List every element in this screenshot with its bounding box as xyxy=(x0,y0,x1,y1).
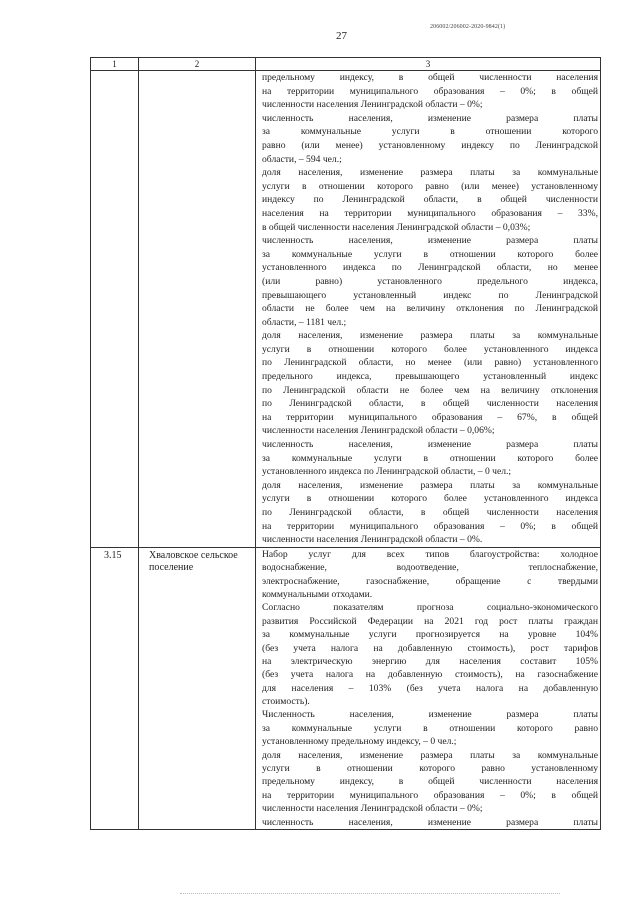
text-line: по Ленинградской области, но менее (или равно) установленного xyxy=(262,357,598,369)
text-line: равно (или менее) установленному индексу по Ленинградской xyxy=(262,139,598,151)
text-line: превышающего установленный индекс по Ленинградской xyxy=(262,289,598,301)
data-table xyxy=(90,57,601,830)
text-line: Численность населения, изменение размера платы xyxy=(262,709,598,721)
text-line: (без учета налога на добавленную стоимость), на газоснабжение xyxy=(262,669,598,681)
text-line: численности населения Ленинградской области – 0%. xyxy=(262,534,483,546)
table-header-row xyxy=(91,58,601,71)
text-line: численность населения, изменение размера платы xyxy=(262,112,598,124)
description-lines xyxy=(262,71,598,547)
settlement-name: Хваловское сельское поселение xyxy=(139,547,256,829)
row-number: 3.15 xyxy=(91,547,139,829)
text-line: на территории муниципального образования – 0%; в общей xyxy=(262,520,598,532)
text-line: электроснабжение, газоснабжение, обращение с твердыми xyxy=(262,575,598,587)
text-line: услуги в отношении которого более установленного индекса xyxy=(262,493,598,505)
text-line: численность населения, изменение размера платы xyxy=(262,235,598,247)
text-line: области, – 1181 чел.; xyxy=(262,316,347,328)
text-line: Согласно показателям прогноза социально-экономического xyxy=(262,602,598,614)
text-line: доля населения, изменение размера платы за коммунальные xyxy=(262,479,598,491)
settlement-name xyxy=(139,71,256,548)
text-line: численность населения, изменение размера платы xyxy=(262,439,598,451)
text-line: численности населения Ленинградской области – 0%; xyxy=(262,99,483,111)
description-cell xyxy=(256,71,601,548)
text-line: численности населения Ленинградской области – 0%; xyxy=(262,803,483,815)
text-line: услуги в отношении которого равно установленному xyxy=(262,763,598,775)
row-number xyxy=(91,71,139,548)
text-line: коммунальными отходами. xyxy=(262,588,373,600)
text-line: области не более чем на величину отклонения по Ленинградской xyxy=(262,303,598,315)
page-number: 27 xyxy=(336,30,347,42)
text-line: доля населения, изменение размера платы за коммунальные xyxy=(262,167,598,179)
description-lines xyxy=(262,548,598,829)
scan-artifact-line xyxy=(180,893,560,897)
description-cell xyxy=(256,547,601,829)
text-line: стоимость). xyxy=(262,696,310,708)
text-line: доля населения, изменение размера платы за коммунальные xyxy=(262,749,598,761)
text-line: доля населения, изменение размера платы за коммунальные xyxy=(262,330,598,342)
table-row xyxy=(91,71,601,548)
text-line: за коммунальные услуги в отношении которого более xyxy=(262,452,598,464)
text-line: (или равно) установленного предельного индекса, xyxy=(262,275,598,287)
text-line: за коммунальные услуги прогнозируется на уровне 104% xyxy=(262,629,598,641)
text-line: на территории муниципального образования – 67%, в общей xyxy=(262,411,598,423)
text-line: установленного индекса по Ленинградской области, – 0 чел.; xyxy=(262,466,512,478)
header-cell-2: 2 xyxy=(139,58,256,71)
text-line: предельному индексу, в общей численности населения xyxy=(262,776,598,788)
text-line: в общей численности населения Ленинградской области – 0,03%; xyxy=(262,221,531,233)
text-line: за коммунальные услуги в отношении которого xyxy=(262,126,598,138)
text-line: по Ленинградской области не более чем на величину отклонения xyxy=(262,384,598,396)
text-line: на территории муниципального образования – 0%; в общей xyxy=(262,85,598,97)
document-code: 206002/206002-2020-9842(1) xyxy=(430,24,506,30)
text-line: установленного индекса по Ленинградской области, но менее xyxy=(262,262,598,274)
text-line: услуги в отношении которого более установленного индекса xyxy=(262,343,598,355)
text-line: по Ленинградской области, в общей численности населения xyxy=(262,398,598,410)
text-line: населения на территории муниципального образования – 33%, xyxy=(262,207,598,219)
text-line: численность населения, изменение размера платы xyxy=(262,816,598,828)
header-cell-3: 3 xyxy=(256,58,601,71)
text-line: услуги в отношении которого равно (или менее) установленному xyxy=(262,180,598,192)
text-line: области, – 594 чел.; xyxy=(262,153,342,165)
text-line: предельного индекса, превышающего установленный индекс xyxy=(262,371,598,383)
text-line: за коммунальные услуги в отношении которого равно xyxy=(262,722,598,734)
text-line: развития Российской Федерации на 2021 год рост платы граждан xyxy=(262,615,598,627)
text-line: для населения – 103% (без учета налога на добавленную xyxy=(262,682,598,694)
text-line: по Ленинградской области, в общей численности населения xyxy=(262,507,598,518)
table-row xyxy=(91,547,601,829)
text-line: (без учета налога на добавленную стоимость), рост тарифов xyxy=(262,642,598,654)
text-line: на электрическую энергию для населения составит 105% xyxy=(262,655,598,667)
text-line: водоснабжение, водоотведение, теплоснабжение, xyxy=(262,562,598,574)
text-line: Набор услуг для всех типов благоустройства: холодное xyxy=(262,548,598,560)
text-line: на территории муниципального образования – 0%; в общей xyxy=(262,789,598,801)
text-line: численности населения Ленинградской области – 0,06%; xyxy=(262,425,495,437)
header-cell-1: 1 xyxy=(91,58,139,71)
text-line: индексу по Ленинградской области, в общей численности xyxy=(262,194,598,206)
text-line: установленному предельному индексу, – 0 чел.; xyxy=(262,736,457,748)
text-line: за коммунальные услуги в отношении которого более xyxy=(262,248,598,260)
text-line: предельному индексу, в общей численности населения xyxy=(262,72,598,83)
